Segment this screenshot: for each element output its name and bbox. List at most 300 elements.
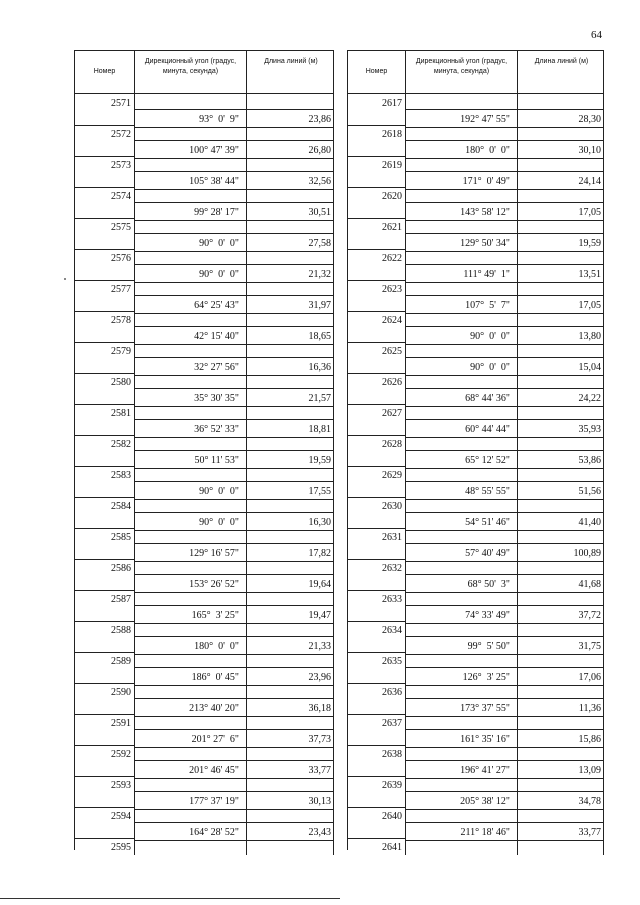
line-length: 26,80 xyxy=(308,145,331,156)
row-rule xyxy=(405,778,604,779)
line-length: 51,56 xyxy=(578,486,601,497)
row-rule xyxy=(405,140,604,141)
table-row xyxy=(74,594,334,625)
table-row xyxy=(74,811,334,842)
direction-angle: 90° 0' 0" xyxy=(199,269,239,280)
row-rule xyxy=(405,109,604,110)
row-rule xyxy=(405,406,604,407)
point-number: 2635 xyxy=(382,656,402,667)
row-rule xyxy=(347,311,405,312)
point-number: 2627 xyxy=(382,408,402,419)
line-length: 19,64 xyxy=(308,579,331,590)
table-row xyxy=(347,718,604,749)
table-row xyxy=(74,439,334,470)
row-rule xyxy=(134,822,334,823)
line-length: 19,47 xyxy=(308,610,331,621)
row-rule xyxy=(74,714,134,715)
row-rule xyxy=(134,344,334,345)
row-rule xyxy=(74,745,134,746)
table-row xyxy=(74,563,334,594)
direction-angle: 32° 27' 56" xyxy=(194,362,239,373)
point-number: 2629 xyxy=(382,470,402,481)
line-length: 35,93 xyxy=(578,424,601,435)
row-rule xyxy=(134,109,334,110)
table-row xyxy=(347,129,604,160)
row-rule xyxy=(405,450,604,451)
direction-angle: 42° 15' 40" xyxy=(194,331,239,342)
direction-angle: 205° 38' 12" xyxy=(460,796,510,807)
table-row xyxy=(74,501,334,532)
point-number: 2577 xyxy=(111,284,131,295)
point-number: 2588 xyxy=(111,625,131,636)
row-rule xyxy=(134,326,334,327)
table-row xyxy=(347,346,604,377)
table-header xyxy=(347,50,604,94)
line-length: 17,55 xyxy=(308,486,331,497)
row-rule xyxy=(134,685,334,686)
point-number: 2592 xyxy=(111,749,131,760)
table-row xyxy=(347,780,604,811)
row-rule xyxy=(347,621,405,622)
line-length: 15,86 xyxy=(578,734,601,745)
row-rule xyxy=(134,592,334,593)
row-rule xyxy=(134,729,334,730)
line-length: 53,86 xyxy=(578,455,601,466)
row-rule xyxy=(405,530,604,531)
table-row xyxy=(74,532,334,563)
row-rule xyxy=(347,466,405,467)
row-rule xyxy=(405,747,604,748)
row-rule xyxy=(405,202,604,203)
page-number: 64 xyxy=(591,29,602,41)
row-rule xyxy=(134,512,334,513)
row-rule xyxy=(405,543,604,544)
row-rule xyxy=(405,357,604,358)
table-row xyxy=(74,191,334,222)
point-number: 2633 xyxy=(382,594,402,605)
direction-angle: 165° 3' 25" xyxy=(191,610,239,621)
line-length: 11,36 xyxy=(578,703,601,714)
point-number: 2621 xyxy=(382,222,402,233)
table-row xyxy=(74,687,334,718)
line-length: 41,40 xyxy=(578,517,601,528)
point-number: 2622 xyxy=(382,253,402,264)
line-length: 19,59 xyxy=(308,455,331,466)
header-length: Длина линий (м) xyxy=(264,58,318,65)
direction-angle: 35° 30' 35" xyxy=(194,393,239,404)
direction-angle: 65° 12' 52" xyxy=(465,455,510,466)
point-number: 2581 xyxy=(111,408,131,419)
line-length: 23,86 xyxy=(308,114,331,125)
line-length: 24,22 xyxy=(578,393,601,404)
header-angle: Дирекционный угол (градус, минута, секунда) xyxy=(135,51,247,93)
row-rule xyxy=(134,127,334,128)
row-rule xyxy=(134,140,334,141)
row-rule xyxy=(405,326,604,327)
point-number: 2572 xyxy=(111,129,131,140)
line-length: 21,57 xyxy=(308,393,331,404)
row-rule xyxy=(405,468,604,469)
point-number: 2586 xyxy=(111,563,131,574)
row-rule xyxy=(134,481,334,482)
header-length: Длина линий (м) xyxy=(534,58,589,65)
row-rule xyxy=(134,747,334,748)
header-angle: Дирекционный угол (градус, минута, секунда) xyxy=(406,51,518,93)
row-rule xyxy=(134,809,334,810)
row-rule xyxy=(74,156,134,157)
point-number: 2634 xyxy=(382,625,402,636)
point-number: 2638 xyxy=(382,749,402,760)
row-rule xyxy=(74,218,134,219)
scan-speck xyxy=(64,278,66,280)
direction-angle: 180° 0' 0" xyxy=(465,145,510,156)
row-rule xyxy=(134,698,334,699)
row-rule xyxy=(405,623,604,624)
point-number: 2594 xyxy=(111,811,131,822)
table-row xyxy=(74,284,334,315)
row-rule xyxy=(74,249,134,250)
table-row xyxy=(74,408,334,439)
table-row xyxy=(347,253,604,284)
table-row xyxy=(74,470,334,501)
direction-angle: 171° 0' 49" xyxy=(462,176,510,187)
table-row xyxy=(74,222,334,253)
point-number: 2619 xyxy=(382,160,402,171)
row-rule xyxy=(347,776,405,777)
table-body xyxy=(74,94,334,855)
table-header xyxy=(74,50,334,94)
row-rule xyxy=(134,282,334,283)
row-rule xyxy=(347,187,405,188)
row-rule xyxy=(134,295,334,296)
row-rule xyxy=(405,512,604,513)
direction-angle: 213° 40' 20" xyxy=(189,703,239,714)
row-rule xyxy=(405,716,604,717)
row-rule xyxy=(134,450,334,451)
row-rule xyxy=(405,481,604,482)
point-number: 2593 xyxy=(111,780,131,791)
direction-angle: 107° 5' 7" xyxy=(465,300,510,311)
row-rule xyxy=(74,125,134,126)
row-rule xyxy=(134,667,334,668)
line-length: 37,73 xyxy=(308,734,331,745)
table-row xyxy=(74,377,334,408)
row-rule xyxy=(74,404,134,405)
line-length: 32,56 xyxy=(308,176,331,187)
point-number: 2582 xyxy=(111,439,131,450)
point-number: 2617 xyxy=(382,98,402,109)
row-rule xyxy=(134,636,334,637)
row-rule xyxy=(74,528,134,529)
row-rule xyxy=(134,406,334,407)
table-row xyxy=(74,780,334,811)
line-length: 16,36 xyxy=(308,362,331,373)
row-rule xyxy=(134,499,334,500)
row-rule xyxy=(74,590,134,591)
table-row xyxy=(74,749,334,780)
row-rule xyxy=(347,218,405,219)
point-number: 2585 xyxy=(111,532,131,543)
point-number: 2623 xyxy=(382,284,402,295)
table-row xyxy=(347,439,604,470)
direction-angle: 64° 25' 43" xyxy=(194,300,239,311)
line-length: 21,32 xyxy=(308,269,331,280)
row-rule xyxy=(74,497,134,498)
row-rule xyxy=(134,158,334,159)
row-rule xyxy=(134,791,334,792)
table-row xyxy=(347,160,604,191)
row-rule xyxy=(74,373,134,374)
table-row xyxy=(347,98,604,129)
direction-angle: 48° 55' 55" xyxy=(465,486,510,497)
point-number: 2590 xyxy=(111,687,131,698)
direction-angle: 111° 49' 1" xyxy=(463,269,510,280)
row-rule xyxy=(405,698,604,699)
direction-angle: 68° 44' 36" xyxy=(465,393,510,404)
row-rule xyxy=(134,388,334,389)
direction-angle: 192° 47' 55" xyxy=(460,114,510,125)
row-rule xyxy=(405,313,604,314)
row-rule xyxy=(134,543,334,544)
line-length: 13,51 xyxy=(578,269,601,280)
direction-angle: 129° 16' 57" xyxy=(189,548,239,559)
row-rule xyxy=(405,251,604,252)
table-row xyxy=(347,625,604,656)
table-row xyxy=(74,98,334,129)
table-row xyxy=(347,315,604,346)
direction-angle: 164° 28' 52" xyxy=(189,827,239,838)
row-rule xyxy=(405,171,604,172)
line-length: 18,65 xyxy=(308,331,331,342)
direction-angle: 126° 3' 25" xyxy=(462,672,510,683)
row-rule xyxy=(405,158,604,159)
row-rule xyxy=(347,838,405,839)
point-number: 2641 xyxy=(382,842,402,853)
direction-angle: 90° 0' 0" xyxy=(470,331,510,342)
row-rule xyxy=(347,497,405,498)
direction-angle: 90° 0' 0" xyxy=(470,362,510,373)
row-rule xyxy=(134,530,334,531)
point-number: 2631 xyxy=(382,532,402,543)
table-row xyxy=(347,284,604,315)
point-number: 2640 xyxy=(382,811,402,822)
table-row xyxy=(347,408,604,439)
table-row xyxy=(74,656,334,687)
table-row xyxy=(74,253,334,284)
row-rule xyxy=(405,605,604,606)
point-number: 2626 xyxy=(382,377,402,388)
header-number: Номер xyxy=(348,51,406,93)
table-row xyxy=(347,811,604,842)
point-number: 2578 xyxy=(111,315,131,326)
table-row xyxy=(347,532,604,563)
row-rule xyxy=(347,745,405,746)
line-length: 30,51 xyxy=(308,207,331,218)
row-rule xyxy=(405,760,604,761)
row-rule xyxy=(134,375,334,376)
point-number: 2618 xyxy=(382,129,402,140)
line-length: 30,13 xyxy=(308,796,331,807)
point-number: 2583 xyxy=(111,470,131,481)
row-rule xyxy=(405,729,604,730)
row-rule xyxy=(134,189,334,190)
row-rule xyxy=(134,840,334,841)
row-rule xyxy=(405,499,604,500)
table-row xyxy=(347,749,604,780)
row-rule xyxy=(134,623,334,624)
line-length: 34,78 xyxy=(578,796,601,807)
row-rule xyxy=(347,683,405,684)
row-rule xyxy=(347,342,405,343)
direction-angle: 177° 37' 19" xyxy=(189,796,239,807)
row-rule xyxy=(134,561,334,562)
direction-angle: 74° 33' 49" xyxy=(465,610,510,621)
row-rule xyxy=(74,466,134,467)
footer-rule xyxy=(0,898,340,899)
row-rule xyxy=(347,807,405,808)
line-length: 100,89 xyxy=(573,548,601,559)
row-rule xyxy=(405,840,604,841)
point-number: 2620 xyxy=(382,191,402,202)
row-rule xyxy=(134,220,334,221)
point-number: 2580 xyxy=(111,377,131,388)
row-rule xyxy=(405,636,604,637)
row-rule xyxy=(347,280,405,281)
row-rule xyxy=(405,220,604,221)
row-rule xyxy=(347,404,405,405)
row-rule xyxy=(347,652,405,653)
point-number: 2574 xyxy=(111,191,131,202)
table-row xyxy=(347,842,604,873)
row-rule xyxy=(405,344,604,345)
direction-angle: 54° 51' 46" xyxy=(465,517,510,528)
line-length: 41,68 xyxy=(578,579,601,590)
table-row xyxy=(347,377,604,408)
point-number: 2639 xyxy=(382,780,402,791)
row-rule xyxy=(134,264,334,265)
point-number: 2573 xyxy=(111,160,131,171)
point-number: 2636 xyxy=(382,687,402,698)
row-rule xyxy=(134,574,334,575)
row-rule xyxy=(405,233,604,234)
direction-angle: 211° 18' 46" xyxy=(460,827,510,838)
table-row xyxy=(74,718,334,749)
direction-angle: 129° 50' 34" xyxy=(460,238,510,249)
row-rule xyxy=(405,282,604,283)
direction-angle: 90° 0' 0" xyxy=(199,238,239,249)
table-row xyxy=(347,191,604,222)
row-rule xyxy=(405,667,604,668)
direction-angle: 99° 28' 17" xyxy=(194,207,239,218)
row-rule xyxy=(134,357,334,358)
point-number: 2589 xyxy=(111,656,131,667)
row-rule xyxy=(347,435,405,436)
row-rule xyxy=(74,559,134,560)
table-row xyxy=(74,129,334,160)
table-row xyxy=(74,346,334,377)
row-rule xyxy=(405,574,604,575)
direction-angle: 153° 26' 52" xyxy=(189,579,239,590)
direction-angle: 180° 0' 0" xyxy=(194,641,239,652)
row-rule xyxy=(74,683,134,684)
row-rule xyxy=(405,295,604,296)
point-number: 2575 xyxy=(111,222,131,233)
line-length: 13,09 xyxy=(578,765,601,776)
direction-angle: 143° 58' 12" xyxy=(460,207,510,218)
direction-angle: 173° 37' 55" xyxy=(460,703,510,714)
row-rule xyxy=(405,375,604,376)
direction-angle: 196° 41' 27" xyxy=(460,765,510,776)
table-body xyxy=(347,94,604,855)
line-length: 17,05 xyxy=(578,207,601,218)
row-rule xyxy=(134,202,334,203)
row-rule xyxy=(74,311,134,312)
row-rule xyxy=(347,373,405,374)
row-rule xyxy=(405,388,604,389)
table-row xyxy=(347,501,604,532)
point-number: 2579 xyxy=(111,346,131,357)
direction-angle: 57° 40' 49" xyxy=(465,548,510,559)
row-rule xyxy=(405,437,604,438)
direction-angle: 60° 44' 44" xyxy=(465,424,510,435)
point-number: 2595 xyxy=(111,842,131,853)
line-length: 13,80 xyxy=(578,331,601,342)
row-rule xyxy=(405,189,604,190)
direction-angle: 201° 27' 6" xyxy=(191,734,239,745)
row-rule xyxy=(74,621,134,622)
row-rule xyxy=(134,313,334,314)
row-rule xyxy=(134,419,334,420)
direction-angle: 93° 0' 9" xyxy=(199,114,239,125)
line-length: 23,96 xyxy=(308,672,331,683)
row-rule xyxy=(134,437,334,438)
line-length: 33,77 xyxy=(578,827,601,838)
line-length: 15,04 xyxy=(578,362,601,373)
row-rule xyxy=(134,778,334,779)
point-number: 2591 xyxy=(111,718,131,729)
line-length: 17,82 xyxy=(308,548,331,559)
line-length: 23,43 xyxy=(308,827,331,838)
point-number: 2632 xyxy=(382,563,402,574)
point-number: 2584 xyxy=(111,501,131,512)
row-rule xyxy=(74,187,134,188)
row-rule xyxy=(405,127,604,128)
point-number: 2571 xyxy=(111,98,131,109)
line-length: 33,77 xyxy=(308,765,331,776)
row-rule xyxy=(74,342,134,343)
line-length: 19,59 xyxy=(578,238,601,249)
table-row xyxy=(74,160,334,191)
row-rule xyxy=(405,419,604,420)
point-number: 2624 xyxy=(382,315,402,326)
line-length: 24,14 xyxy=(578,176,601,187)
row-rule xyxy=(134,171,334,172)
direction-angle: 186° 0' 45" xyxy=(191,672,239,683)
point-number: 2576 xyxy=(111,253,131,264)
table-row xyxy=(74,842,334,873)
row-rule xyxy=(347,528,405,529)
line-length: 27,58 xyxy=(308,238,331,249)
row-rule xyxy=(134,251,334,252)
direction-angle: 68° 50' 3" xyxy=(467,579,510,590)
line-length: 28,30 xyxy=(578,114,601,125)
row-rule xyxy=(347,156,405,157)
line-length: 17,05 xyxy=(578,300,601,311)
line-length: 31,75 xyxy=(578,641,601,652)
row-rule xyxy=(347,590,405,591)
line-length: 18,81 xyxy=(308,424,331,435)
point-number: 2630 xyxy=(382,501,402,512)
